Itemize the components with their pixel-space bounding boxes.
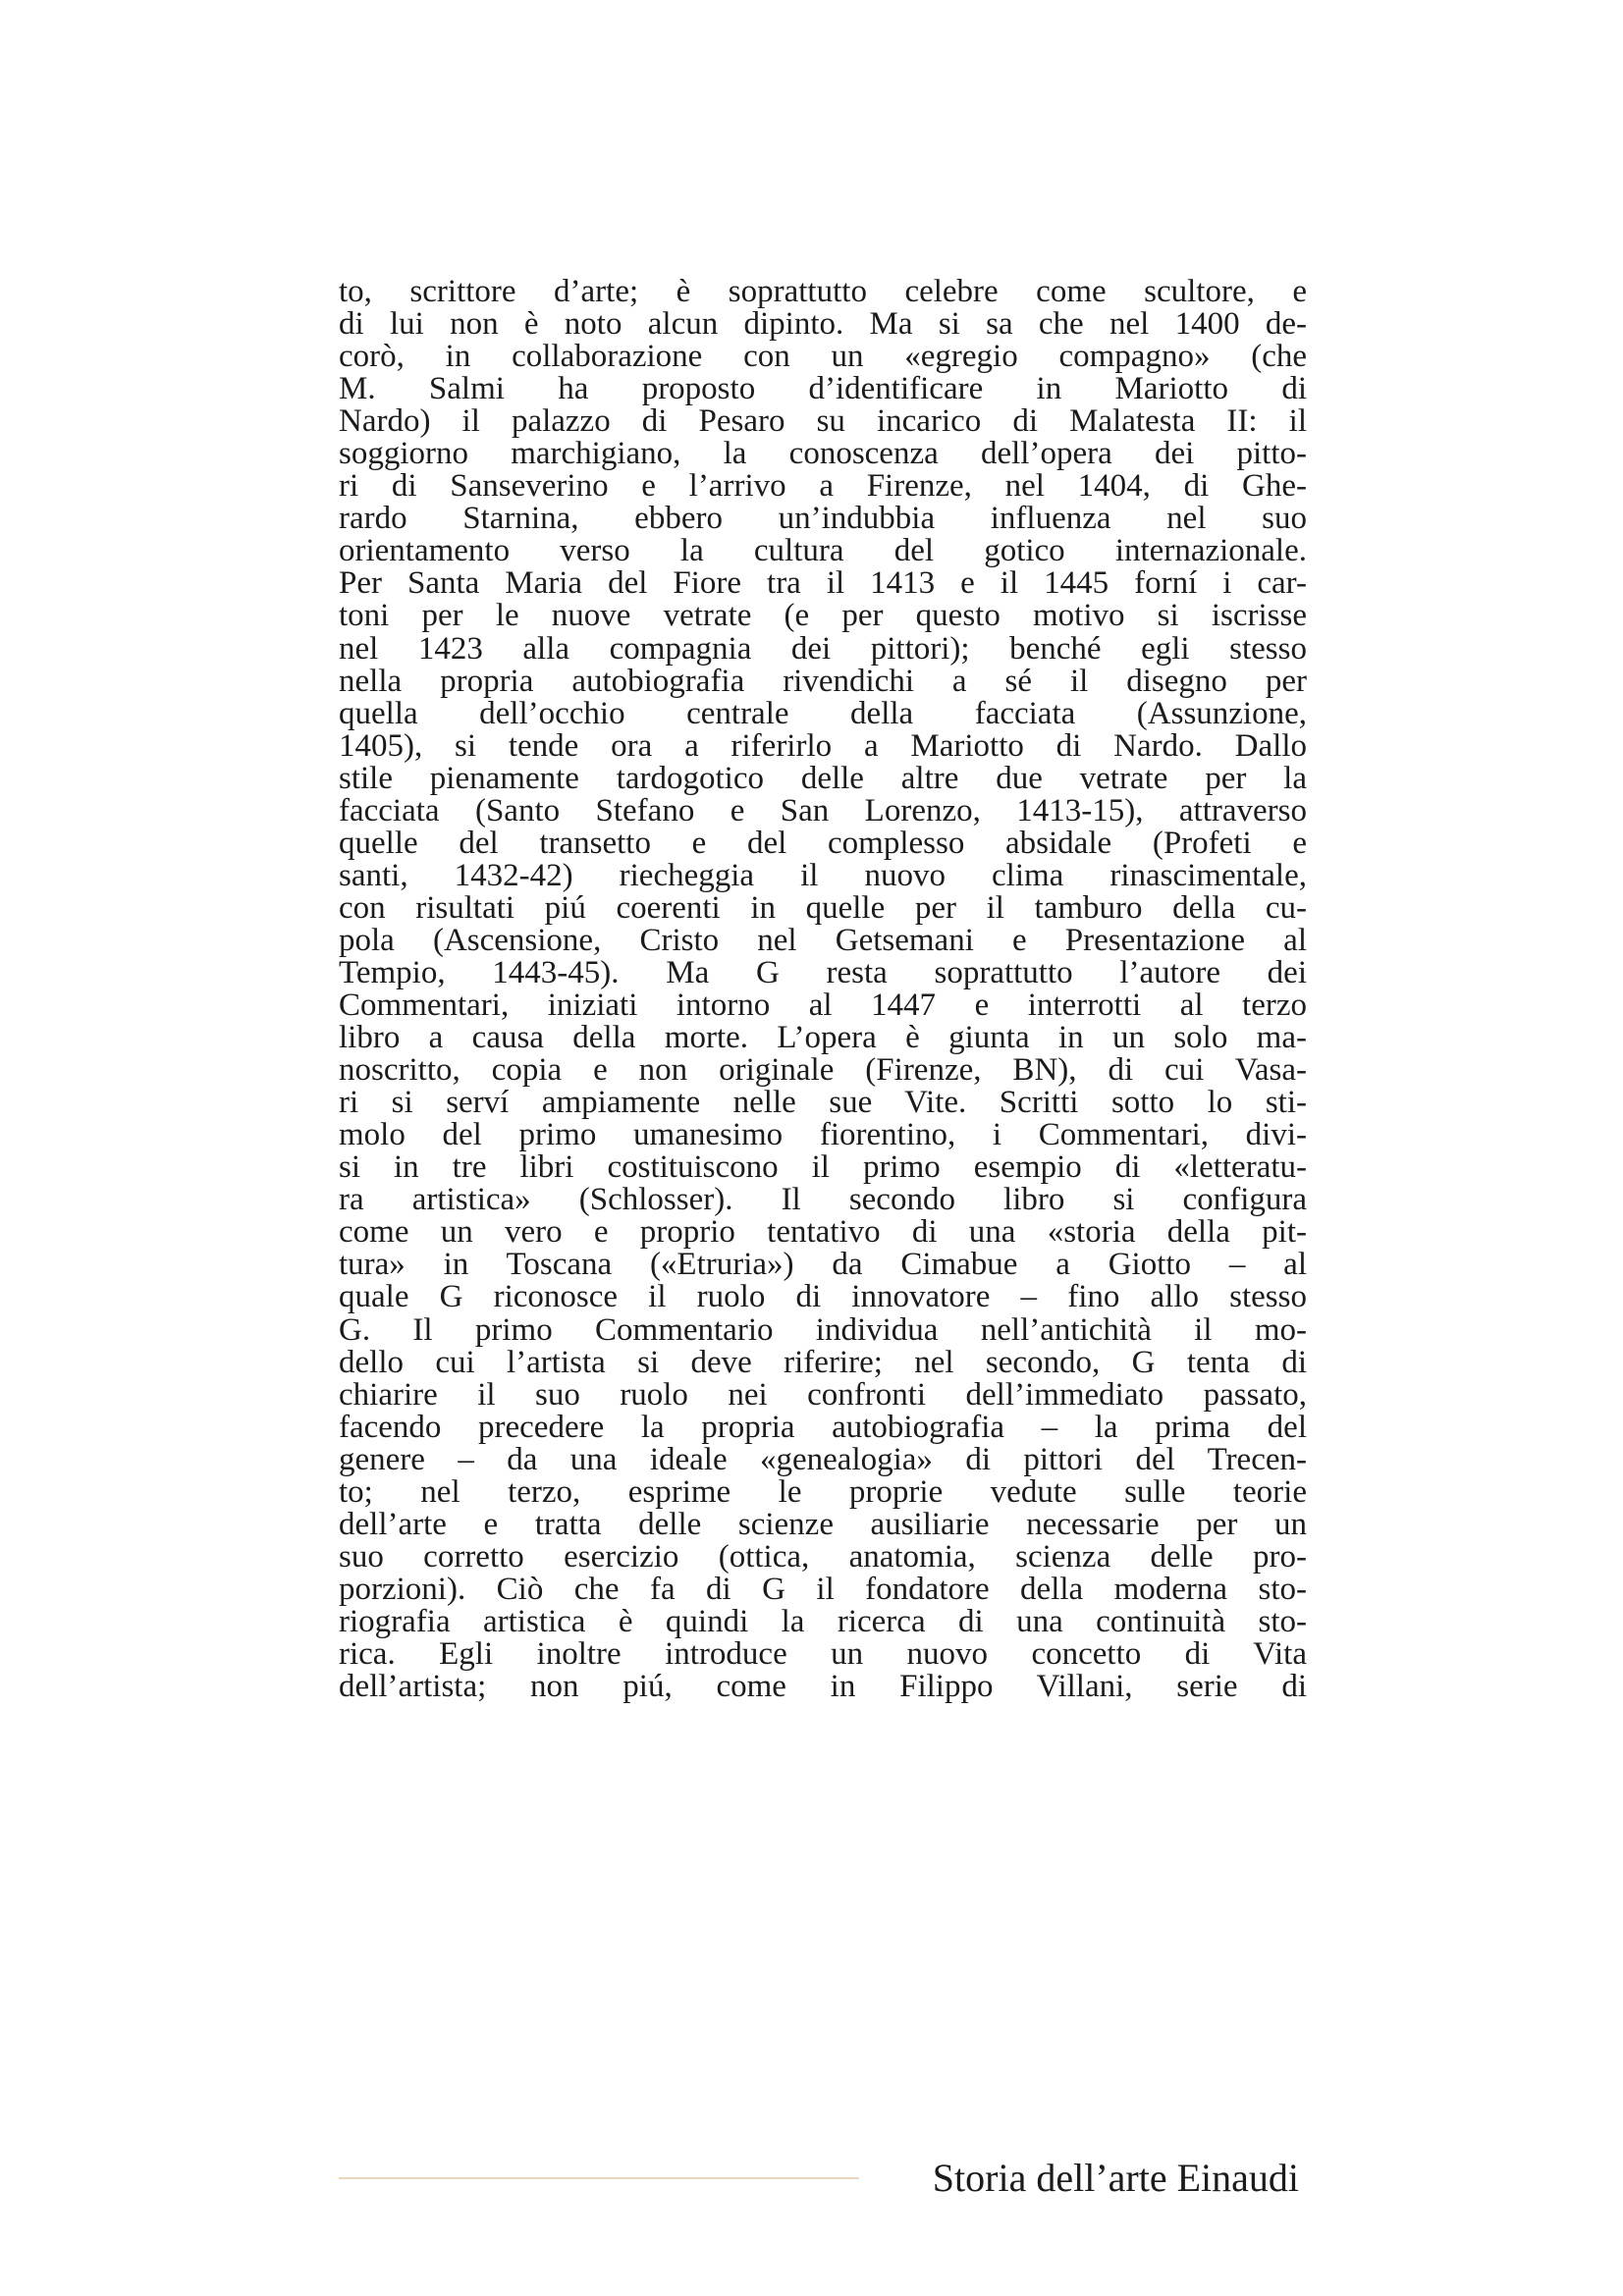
body-line: libro a causa della morte. L’opera è giunta in un solo ma-: [339, 1020, 1307, 1056]
body-line: con risultati piú coerenti in quelle per il tamburo della cu-: [339, 889, 1307, 926]
body-line: molo del primo umanesimo fiorentino, i Commentari, divi-: [339, 1117, 1307, 1153]
body-line: stile pienamente tardogotico delle altre due vetrate per la: [339, 760, 1307, 796]
body-line: rica. Egli inoltre introduce un nuovo concetto di Vita: [339, 1635, 1307, 1672]
body-line: pola (Ascensione, Cristo nel Getsemani e Presentazione al: [339, 922, 1307, 958]
body-line: Nardo) il palazzo di Pesaro su incarico di Malatesta II: il: [339, 403, 1307, 440]
body-line: ri si serví ampiamente nelle sue Vite. Scritti sotto lo sti-: [339, 1085, 1307, 1121]
body-line: soggiorno marchigiano, la conoscenza dell’opera dei pitto-: [339, 436, 1307, 472]
body-line: quella dell’occhio centrale della facciata (Assunzione,: [339, 695, 1307, 731]
body-line: chiarire il suo ruolo nei confronti dell’immediato passato,: [339, 1376, 1307, 1413]
body-line: ra artistica» (Schlosser). Il secondo libro si configura: [339, 1182, 1307, 1218]
body-line: corò, in collaborazione con un «egregio compagno» (che: [339, 339, 1307, 375]
body-line: toni per le nuove vetrate (e per questo motivo si iscrisse: [339, 598, 1307, 634]
body-line: facendo precedere la propria autobiografia – la prima del: [339, 1409, 1307, 1445]
body-line: Per Santa Maria del Fiore tra il 1413 e il 1445 forní i car-: [339, 565, 1307, 602]
body-line: riografia artistica è quindi la ricerca di una continuità sto-: [339, 1603, 1307, 1639]
body-line: nella propria autobiografia rivendichi a sé il disegno per: [339, 663, 1307, 699]
footer-title: Storia dell’arte Einaudi: [932, 2156, 1299, 2200]
body-line: tura» in Toscana («Etruria») da Cimabue a Giotto – al: [339, 1247, 1307, 1283]
body-line: orientamento verso la cultura del gotico internazionale.: [339, 533, 1307, 569]
body-line: dell’artista; non piú, come in Filippo Villani, serie di: [339, 1669, 1307, 1705]
body-line: dell’arte e tratta delle scienze ausiliarie necessarie per un: [339, 1506, 1307, 1542]
body-line: rardo Starnina, ebbero un’indubbia influenza nel suo: [339, 501, 1307, 537]
body-line: Tempio, 1443-45). Ma G resta soprattutto l’autore dei: [339, 954, 1307, 990]
body-line: quelle del transetto e del complesso absidale (Profeti e: [339, 825, 1307, 861]
footer-rule: [339, 2177, 859, 2179]
body-line: M. Salmi ha proposto d’identificare in Mariotto di: [339, 371, 1307, 407]
body-line: suo corretto esercizio (ottica, anatomia, scienza delle pro-: [339, 1538, 1307, 1575]
body-line: come un vero e proprio tentativo di una «storia della pit-: [339, 1214, 1307, 1251]
body-line: porzioni). Ciò che fa di G il fondatore della moderna sto-: [339, 1571, 1307, 1607]
body-text: [339, 276, 1307, 1703]
body-line: facciata (Santo Stefano e San Lorenzo, 1413-15), attraverso: [339, 792, 1307, 828]
body-line: genere – da una ideale «genealogia» di pittori del Trecen-: [339, 1441, 1307, 1477]
body-line: Commentari, iniziati intorno al 1447 e interrotti al terzo: [339, 988, 1307, 1024]
body-line: 1405), si tende ora a riferirlo a Mariotto di Nardo. Dallo: [339, 727, 1307, 764]
body-line: to; nel terzo, esprime le proprie vedute sulle teorie: [339, 1473, 1307, 1510]
body-line: di lui non è noto alcun dipinto. Ma si sa che nel 1400 de-: [339, 306, 1307, 343]
body-line: dello cui l’artista si deve riferire; nel secondo, G tenta di: [339, 1344, 1307, 1380]
body-line: nel 1423 alla compagnia dei pittori); benché egli stesso: [339, 630, 1307, 667]
body-line: to, scrittore d’arte; è soprattutto celebre come scultore, e: [339, 274, 1307, 309]
body-line: G. Il primo Commentario individua nell’antichità il mo-: [339, 1311, 1307, 1348]
body-line: noscritto, copia e non originale (Firenze, BN), di cui Vasa-: [339, 1052, 1307, 1089]
body-line: santi, 1432-42) riecheggia il nuovo clima rinascimentale,: [339, 857, 1307, 893]
body-line: ri di Sanseverino e l’arrivo a Firenze, nel 1404, di Ghe-: [339, 468, 1307, 505]
body-line: si in tre libri costituiscono il primo esempio di «letteratu-: [339, 1149, 1307, 1186]
body-line: quale G riconosce il ruolo di innovatore – fino allo stesso: [339, 1279, 1307, 1315]
